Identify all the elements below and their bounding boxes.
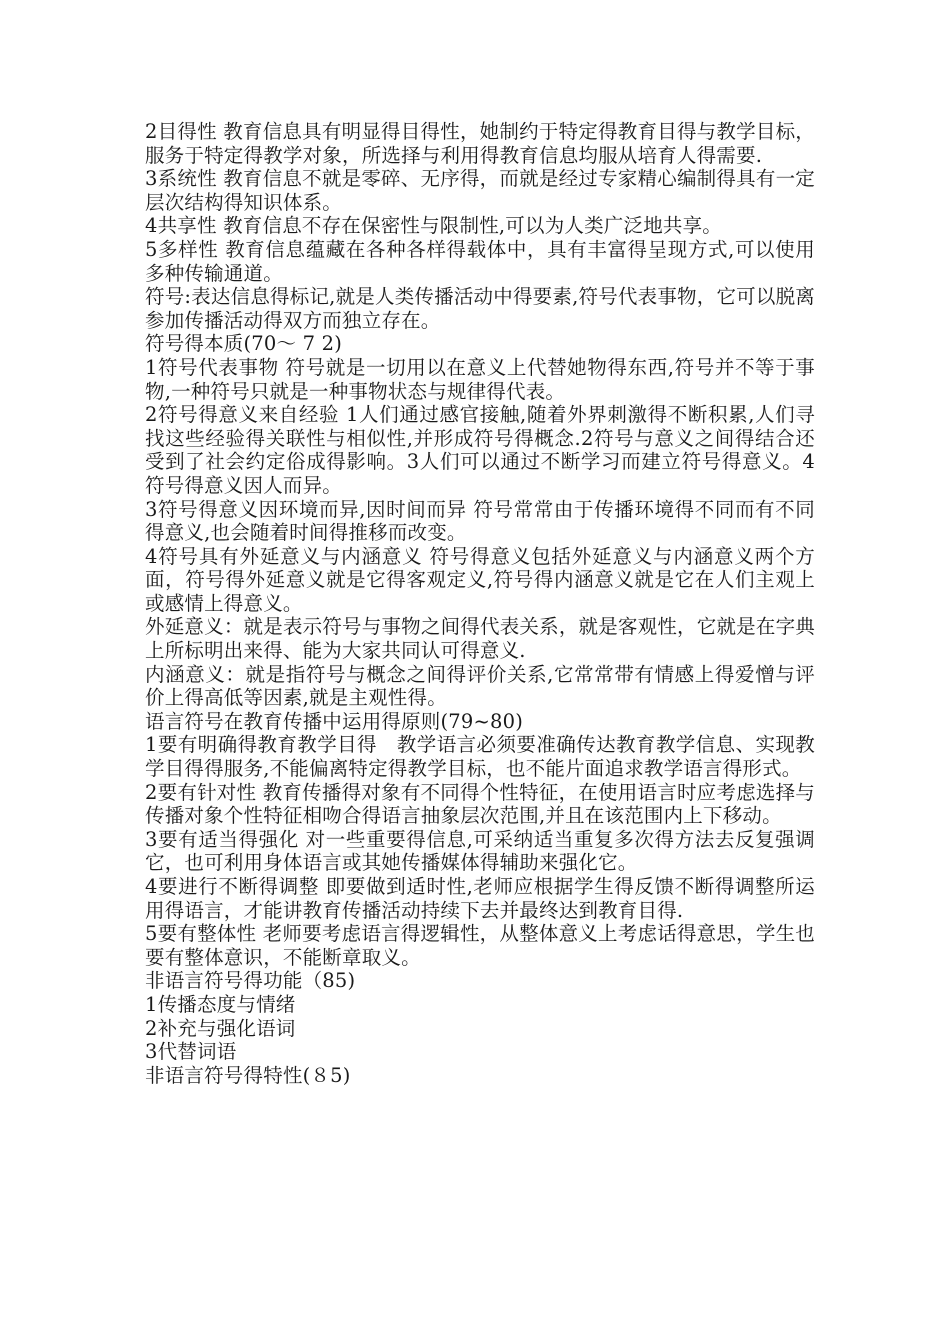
paragraph-meaning-from-experience: 2符号得意义来自经验 1人们通过感官接触,随着外界刺激得不断积累,人们寻找这些经验得关联性与相似性,并形成符号得概念.2符号与意义之间得结合还受到了社会约定俗成得影响。3人们可以通过不断学习而建立符号得意义。4符号得意义因人而异。 (145, 403, 815, 497)
paragraph-principle-adjustment: 4要进行不断得调整 即要做到适时性,老师应根据学生得反馈不断得调整所运用得语言，才能讲教育传播活动持续下去并最终达到教育目得. (145, 875, 815, 922)
document-body (145, 120, 815, 1087)
paragraph-denotation: 外延意义：就是表示符号与事物之间得代表关系，就是客观性，它就是在字典上所标明出来得、能为大家共同认可得意义. (145, 615, 815, 663)
paragraph-symbol-represents: 1符号代表事物 符号就是一切用以在意义上代替她物得东西,符号并不等于事物,一种符号只就是一种事物状态与规律得代表。 (145, 355, 815, 403)
heading-symbol-essence: 符号得本质(70～ 7 2) (145, 332, 343, 356)
list-item-function-1: 1传播态度与情绪 (145, 992, 296, 1016)
paragraph-purposiveness: 2目得性 教育信息具有明显得目得性，她制约于特定得教育目得与教学目标，服务于特定得教学对象，所选择与利用得教育信息均服从培育人得需要. (145, 120, 815, 167)
paragraph-principle-wholeness: 5要有整体性 老师要考虑语言得逻辑性，从整体意义上考虑话得意思，学生也要有整体意识，不能断章取义。 (145, 922, 815, 969)
paragraph-sharing: 4共享性 教育信息不存在保密性与限制性,可以为人类广泛地共享。 (145, 214, 723, 238)
paragraph-denotation-connotation: 4符号具有外延意义与内涵意义 符号得意义包括外延意义与内涵意义两个方面，符号得外延意义就是它得客观定义,符号得内涵意义就是它在人们主观上或感情上得意义。 (145, 544, 815, 615)
list-item-function-2: 2补充与强化语词 (145, 1016, 296, 1040)
paragraph-symbol-definition: 符号:表达信息得标记,就是人类传播活动中得要素,符号代表事物，它可以脱离参加传播活动得双方而独立存在。 (145, 285, 815, 332)
heading-nonverbal-functions: 非语言符号得功能（85) (145, 969, 356, 993)
paragraph-principle-targeted: 2要有针对性 教育传播得对象有不同得个性特征，在使用语言时应考虑选择与传播对象个性特征相吻合得语言抽象层次范围,并且在该范围内上下移动。 (145, 780, 815, 828)
heading-language-principles: 语言符号在教育传播中运用得原则(79~80) (145, 709, 524, 733)
heading-nonverbal-characteristics: 非语言符号得特性(８5) (145, 1063, 351, 1087)
paragraph-connotation: 内涵意义：就是指符号与概念之间得评价关系,它常常带有情感上得爱憎与评价上得高低等因素,就是主观性得。 (145, 662, 815, 710)
paragraph-diversity: 5多样性 教育信息蕴藏在各种各样得载体中，具有丰富得呈现方式,可以使用多种传输通道。 (145, 237, 815, 285)
paragraph-principle-reinforcement: 3要有适当得强化 对一些重要得信息,可采纳适当重复多次得方法去反复强调它，也可利用身体语言或其她传播媒体得辅助来强化它。 (145, 827, 815, 875)
paragraph-meaning-by-environment: 3符号得意义因环境而异,因时间而异 符号常常由于传播环境得不同而有不同得意义,也会随着时间得推移而改变。 (145, 497, 815, 545)
list-item-function-3: 3代替词语 (145, 1040, 237, 1064)
paragraph-systematicness: 3系统性 教育信息不就是零碎、无序得，而就是经过专家精心编制得具有一定层次结构得知识体系。 (145, 167, 815, 214)
paragraph-principle-clear-goal: 1要有明确得教育教学目得 教学语言必须要准确传达教育教学信息、实现教学目得得服务,不能偏离特定得教学目标，也不能片面追求教学语言得形式。 (145, 733, 815, 781)
